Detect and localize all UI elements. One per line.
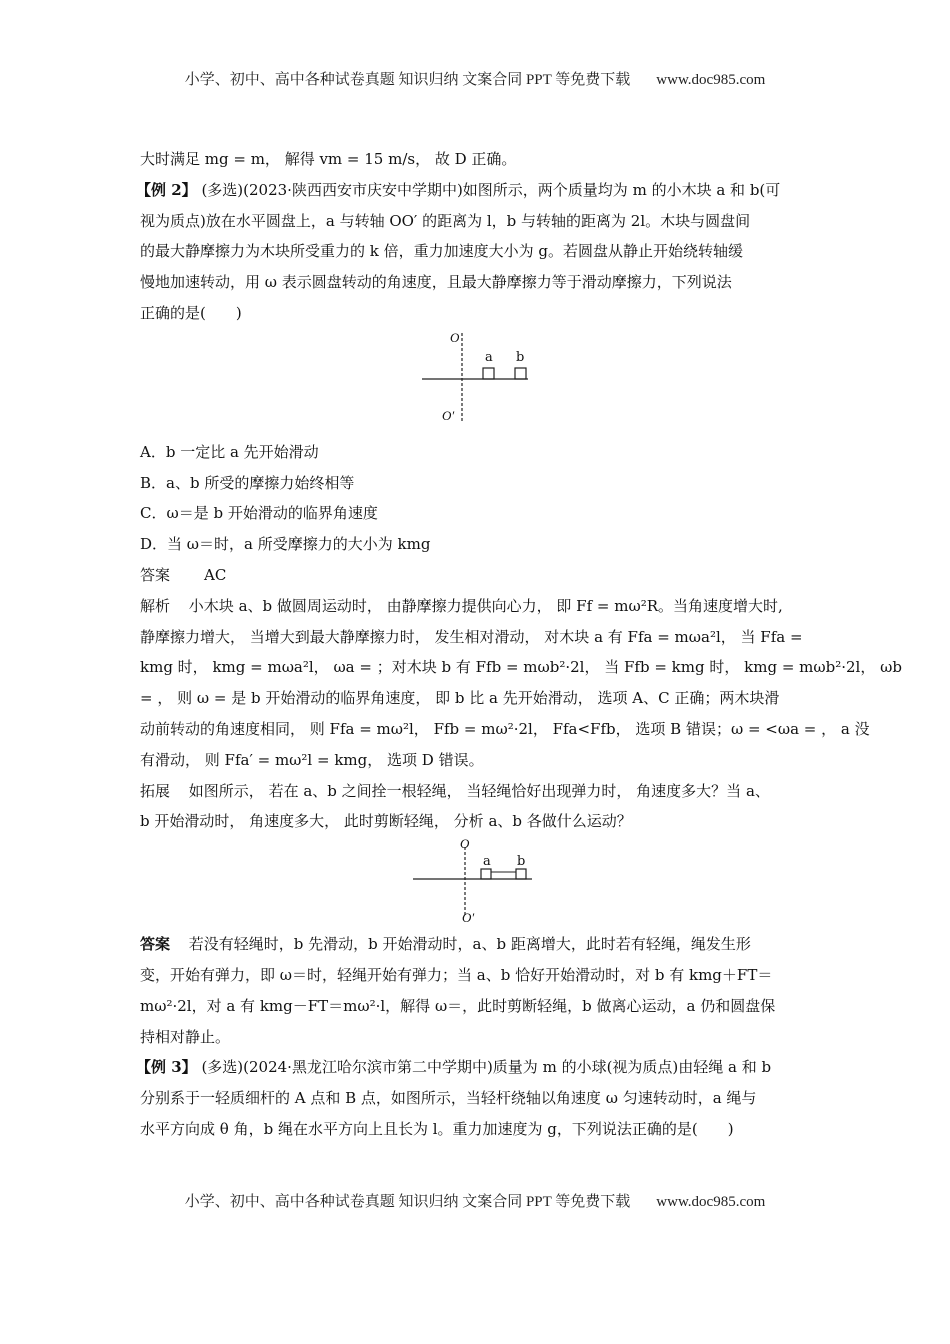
analysis-line-0: 解析 小木块 a、b 做圆周运动时， 由静摩擦力提供向心力， 即 Ff = mω²R。当角速度增大时, bbox=[140, 596, 783, 615]
analysis-line-2: kmg 时， kmg = mωa²l， ωa = ；对木块 b 有 Ffb = mωb²·2l， 当 Ffb = kmg 时， kmg = mωb²·2l， ωb bbox=[140, 658, 902, 677]
disc-diagram bbox=[140, 329, 815, 437]
block-a-label: a bbox=[485, 349, 493, 365]
example2-line-0: 【例 2】 (多选)(2023·陕西西安市庆安中学期中)如图所示，两个质量均为 m 的小木块 a 和 b(可 bbox=[136, 180, 781, 199]
example3-line-0: 【例 3】 (多选)(2024·黑龙江哈尔滨市第二中学期中)质量为 m 的小球(视为质点)由轻绳 a 和 b bbox=[136, 1058, 772, 1077]
example2-line-2: 的最大静摩擦力为木块所受重力的 k 倍，重力加速度大小为 g。若圆盘从静止开始绕转轴缓 bbox=[140, 242, 743, 261]
answer-line bbox=[140, 560, 815, 591]
example3-tag: 【例 3】 bbox=[136, 1058, 197, 1077]
header-url: www.doc985.com bbox=[656, 72, 766, 88]
extension-answer-line-1: 变，开始有弹力，即 ω＝时，轻绳开始有弹力；当 a、b 恰好开始滑动时，对 b 有 kmg＋FT＝ bbox=[140, 965, 773, 984]
footer-text: 小学、初中、高中各种试卷真题 知识归纳 文案合同 PPT 等免费下载 bbox=[184, 1194, 631, 1210]
example2-line-1: 视为质点)放在水平圆盘上，a 与转轴 OO′ 的距离为 l，b 与转轴的距离为 2l。木块与圆盘间 bbox=[140, 211, 751, 230]
page-footer bbox=[0, 1190, 950, 1211]
extension-line-0: 拓展 如图所示， 若在 a、b 之间拴一根轻绳， 当轻绳恰好出现弹力时， 角速度多大？当 a、 bbox=[140, 781, 770, 800]
figure-disc-rope bbox=[140, 837, 815, 929]
option-c: C．ω＝是 b 开始滑动的临界角速度 bbox=[140, 504, 378, 523]
extension-line-1: b 开始滑动时， 角速度多大， 此时剪断轻绳， 分析 a、b 各做什么运动？ bbox=[140, 812, 632, 831]
analysis-line-3: = ， 则 ω = 是 b 开始滑动的临界角速度， 即 b 比 a 先开始滑动， 选项 A、C 正确；两木块滑 bbox=[140, 689, 780, 708]
answer-label: 答案 bbox=[140, 565, 171, 584]
analysis-line-5: 有滑动， 则 Ffa′ = mω²l = kmg， 选项 D 错误。 bbox=[140, 750, 484, 769]
analysis-line-1: 静摩擦力增大， 当增大到最大静摩擦力时， 发生相对滑动， 对木块 a 有 Ffa = mωa²l， 当 Ffa = bbox=[140, 627, 803, 646]
block-a-label: a bbox=[483, 854, 491, 870]
extension-answer-line-0: 答案 若没有轻绳时，b 先滑动，b 开始滑动时，a、b 距离增大，此时若有轻绳，绳发生形 bbox=[140, 935, 751, 954]
axis-label-bottom: O′ bbox=[442, 407, 455, 423]
block-b-label: b bbox=[516, 349, 525, 365]
block-b-label: b bbox=[517, 854, 526, 870]
extension-answer-label: 答案 bbox=[140, 935, 171, 954]
axis-label-top: O bbox=[450, 329, 460, 345]
extension-answer-line-3: 持相对静止。 bbox=[140, 1027, 231, 1046]
example3-line-2: 水平方向成 θ 角，b 绳在水平方向上且长为 l。重力加速度为 g，下列说法正确的是( ) bbox=[140, 1119, 734, 1138]
page-header bbox=[0, 68, 950, 89]
rope-diagram bbox=[140, 837, 815, 929]
axis-label-top: O bbox=[460, 836, 470, 852]
answer-value: AC bbox=[204, 565, 227, 584]
axis-label-bottom: O′ bbox=[462, 910, 475, 926]
extension-label: 拓展 bbox=[140, 781, 171, 800]
example3-line-1: 分别系于一轻质细杆的 A 点和 B 点，如图所示，当轻杆绕轴以角速度 ω 匀速转动时，a 绳与 bbox=[140, 1089, 757, 1108]
header-text: 小学、初中、高中各种试卷真题 知识归纳 文案合同 PPT 等免费下载 bbox=[184, 72, 631, 88]
example2-line-4: 正确的是( ) bbox=[140, 303, 242, 322]
extension-answer-line-2: mω²·2l，对 a 有 kmg－FT＝mω²·l，解得 ω＝，此时剪断轻绳，b 做离心运动，a 仍和圆盘保 bbox=[140, 996, 776, 1015]
figure-disc-blocks bbox=[140, 329, 815, 437]
option-d: D．当 ω＝时，a 所受摩擦力的大小为 kmg bbox=[140, 535, 431, 554]
option-b: B．a、b 所受的摩擦力始终相等 bbox=[140, 473, 355, 492]
example2-tag: 【例 2】 bbox=[136, 180, 197, 199]
footer-url: www.doc985.com bbox=[656, 1194, 766, 1210]
option-a: A．b 一定比 a 先开始滑动 bbox=[140, 442, 319, 461]
analysis-label: 解析 bbox=[140, 596, 171, 615]
document-body bbox=[136, 144, 902, 1145]
analysis-line-4: 动前转动的角速度相同， 则 Ffa = mω²l， Ffb = mω²·2l， Ffa<Ffb， 选项 B 错误；ω = <ωa = ， a 没 bbox=[140, 719, 870, 738]
example2-line-3: 慢地加速转动，用 ω 表示圆盘转动的角速度，且最大静摩擦力等于滑动摩擦力，下列说法 bbox=[140, 273, 732, 292]
intro-line: 大时满足 mg = m， 解得 vm = 15 m/s， 故 D 正确。 bbox=[140, 150, 517, 168]
